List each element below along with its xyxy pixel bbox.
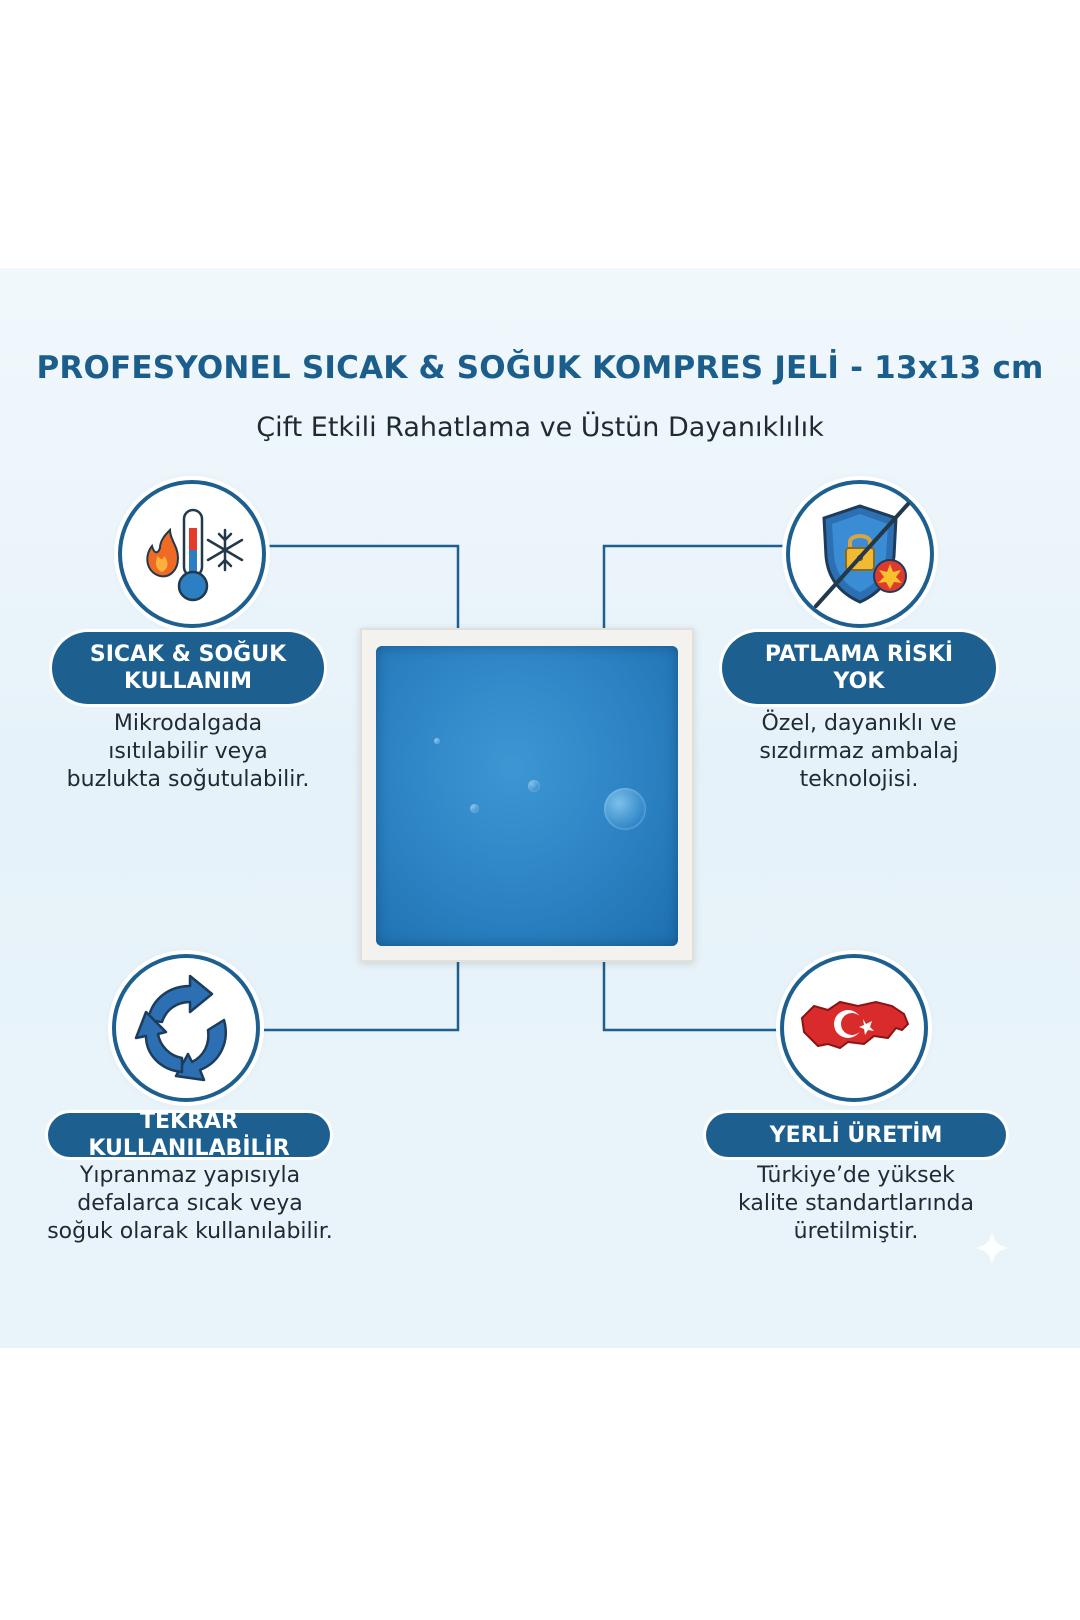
local-production-icon-circle [780, 954, 928, 1102]
gel-pack-image [360, 628, 694, 962]
no-explosion-description: Özel, dayanıklı ve sızdırmaz ambalaj teknolojisi. [759, 711, 959, 792]
connector-bottom-left [264, 960, 458, 1030]
no-explosion-label [722, 632, 996, 704]
hot-cold-label [52, 632, 324, 704]
local-production-label-text: YERLİ ÜRETİM [769, 1122, 943, 1148]
hot-cold-icon-circle [118, 480, 266, 628]
turkey-map-flag-icon [784, 958, 924, 1098]
page-subtitle: Çift Etkili Rahatlama ve Üstün Dayanıklılık [256, 412, 824, 443]
hot-cold-description: Mikrodalgada ısıtılabilir veya buzlukta soğutulabilir. [66, 711, 310, 792]
connector-top-right [604, 546, 810, 640]
sparkle-icon [972, 1228, 1012, 1268]
recycle-arrows-icon [116, 958, 256, 1098]
local-production-description: Türkiye’de yüksek kalite standartlarında üretilmiştir. [738, 1163, 974, 1244]
gel-bubble [434, 738, 440, 744]
shield-lock-no-explosion-icon [790, 484, 930, 624]
no-explosion-icon-circle [786, 480, 934, 628]
reusable-icon-circle [112, 954, 260, 1102]
reusable-description: Yıpranmaz yapısıyla defalarca sıcak veya soğuk olarak kullanılabilir. [47, 1163, 333, 1244]
fire-thermometer-snowflake-icon [122, 484, 262, 624]
reusable-label-text: TEKRAR KULLANILABİLİR [88, 1109, 290, 1161]
gel-bubble [604, 788, 646, 830]
page-title: PROFESYONEL SICAK & SOĞUK KOMPRES JELİ - 13x13 cm [36, 350, 1044, 386]
no-explosion-label-text: PATLAMA RİSKİ YOK [764, 642, 954, 694]
connector-bottom-right [604, 960, 810, 1030]
local-production-label [706, 1113, 1006, 1157]
gel-bubble [528, 780, 540, 792]
gel-bubble [470, 804, 479, 813]
hot-cold-label-text: SICAK & SOĞUK KULLANIM [89, 642, 287, 694]
connector-top-left [264, 546, 458, 640]
gel-pad [376, 646, 678, 946]
reusable-label [48, 1109, 330, 1161]
